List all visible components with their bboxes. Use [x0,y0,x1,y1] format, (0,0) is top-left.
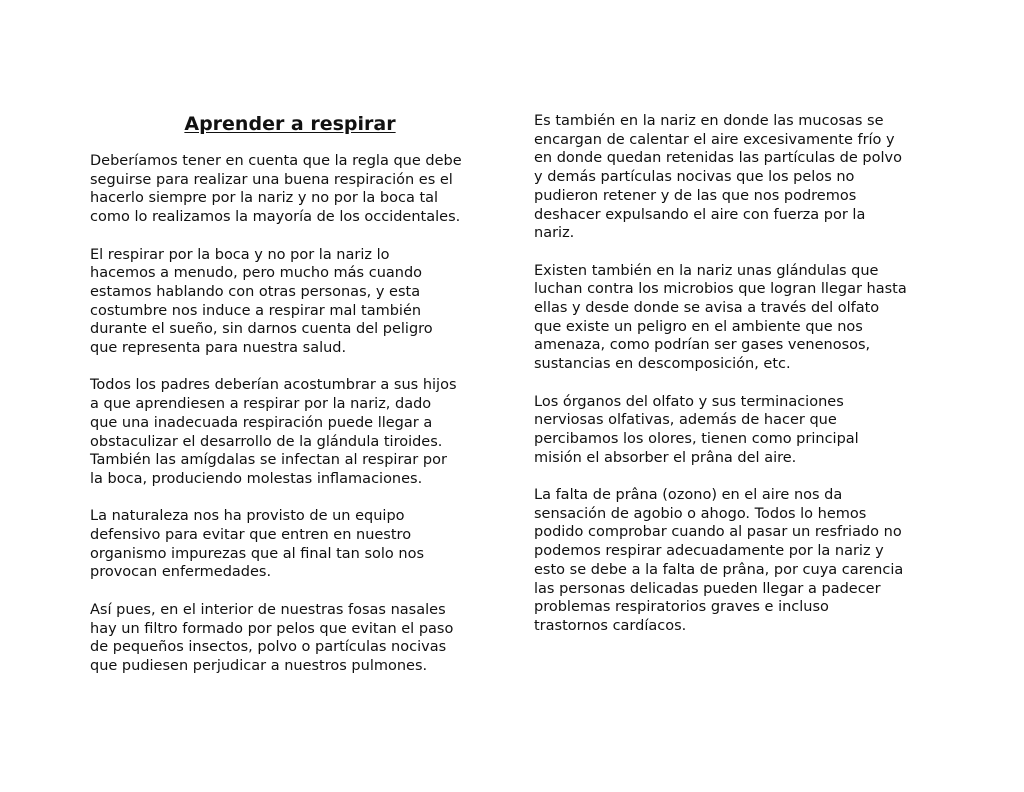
paragraph: La falta de prâna (ozono) en el aire nos da sensación de agobio o ahogo. Todos lo hemos podido comprobar cuando al pasar un resfriado no podemos respirar adecuadamente por la nariz y esto se debe a la falta de prâna, por cuya carencia las personas delicadas pueden llegar a padecer problemas respiratorios graves e incluso trastornos cardíacos. [534,487,904,634]
left-column [90,112,490,694]
right-column [534,112,934,654]
paragraph: Existen también en la nariz unas glándulas que luchan contra los microbios que logran llegar hasta ellas y desde donde se avisa a través del olfato que existe un peligro en el ambiente que nos amenaza, como podrían ser gases venenosos, sustancias en descomposición, etc. [534,262,907,373]
paragraph: El respirar por la boca y no por la nariz lo hacemos a menudo, pero mucho más cuando estamos hablando con otras personas, y esta costumbre nos induce a respirar mal también durante el sueño, sin darnos cuenta del peligro que representa para nuestra salud. [90,246,433,357]
paragraph: Los órganos del olfato y sus terminaciones nerviosas olfativas, además de hacer que percibamos los olores, tienen como principal misión el absorber el prâna del aire. [534,393,859,466]
paragraph: La naturaleza nos ha provisto de un equipo defensivo para evitar que entren en nuestro organismo impurezas que al final tan solo nos provocan enfermedades. [90,508,425,581]
paragraph: Todos los padres deberían acostumbrar a sus hijos a que aprendiesen a respirar por la nariz, dado que una inadecuada respiración puede llegar a obstaculizar el desarrollo de la glándula tiroides. También las amígdalas se infectan al respirar por la boca, produciendo molestas inflamaciones. [90,377,457,487]
paragraph: Es también en la nariz en donde las mucosas se encargan de calentar el aire excesivamente frío y en donde quedan retenidas las partículas de polvo y demás partículas nocivas que los pelos no pudieron retener y de las que nos podremos deshacer expulsando el aire con fuerza por la nariz. [534,113,902,242]
paragraph: Así pues, en el interior de nuestras fosas nasales hay un filtro formado por pelos que evitan el paso de pequeños insectos, polvo o partículas nocivas que pudiesen perjudicar a nuestros pulmones. [90,601,454,674]
paragraph: Deberíamos tener en cuenta que la regla que debe seguirse para realizar una buena respiración es el hacerlo siempre por la nariz y no por la boca tal como lo realizamos la mayoría de los occidentales. [90,153,462,226]
document-title: Aprender a respirar [184,113,396,135]
